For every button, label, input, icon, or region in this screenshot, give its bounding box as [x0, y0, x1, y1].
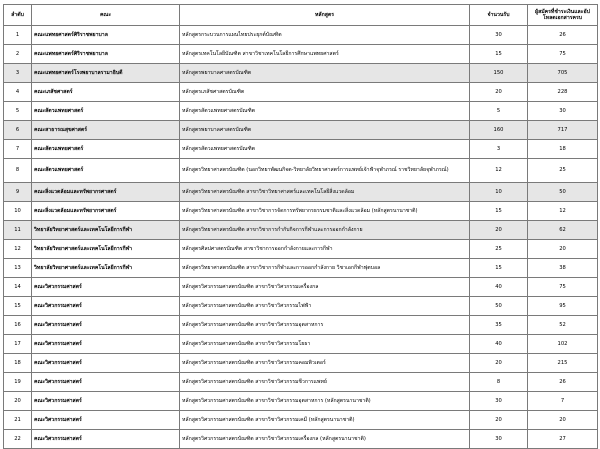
cell-no: 7: [4, 140, 32, 159]
table-row[interactable]: [4, 26, 598, 45]
cell-program: หลักสูตรวิศวกรรมศาสตรบัณฑิต สาขาวิชาวิศวกรรมเครื่องกล: [180, 278, 470, 297]
cell-faculty: คณะวิศวกรรมศาสตร์: [32, 392, 180, 411]
cell-applicants: 75: [528, 278, 598, 297]
cell-applicants: 20: [528, 240, 598, 259]
cell-faculty: คณะวิศวกรรมศาสตร์: [32, 297, 180, 316]
cell-capacity: 40: [470, 278, 528, 297]
cell-capacity: 3: [470, 140, 528, 159]
cell-capacity: 20: [470, 83, 528, 102]
table-row[interactable]: [4, 278, 598, 297]
cell-applicants: 26: [528, 373, 598, 392]
cell-program: หลักสูตรพยาบาลศาสตรบัณฑิต: [180, 121, 470, 140]
cell-capacity: 15: [470, 259, 528, 278]
cell-program: หลักสูตรสัตวแพทยศาสตรบัณฑิต: [180, 102, 470, 121]
cell-program: หลักสูตรวิทยาศาสตรบัณฑิต (นอกวิทยาพัฒนกิจต-วิทยาลัยวิทยาศาสตร์การแพทย์เจ้าฟ้าจุฬาภรณ์ ราชวิทยาลัยจุฬาภรณ์): [180, 159, 470, 183]
column-header-faculty: คณะ: [32, 5, 180, 26]
cell-applicants: 62: [528, 221, 598, 240]
table-row[interactable]: [4, 373, 598, 392]
cell-applicants: 95: [528, 297, 598, 316]
table-row[interactable]: [4, 259, 598, 278]
cell-program: หลักสูตรวิทยาศาสตรบัณฑิต สาขาวิชาการจัดการทรัพยากรธรรมชาติและสิ่งแวดล้อม (หลักสูตรนานาชาติ): [180, 202, 470, 221]
table-row[interactable]: [4, 64, 598, 83]
cell-applicants: 20: [528, 411, 598, 430]
cell-applicants: 228: [528, 83, 598, 102]
cell-faculty: คณะแพทยศาสตร์ศิริราชพยาบาล: [32, 45, 180, 64]
cell-program: หลักสูตรเทคโนโลยีบัณฑิต สาขาวิชาเทคโนโลยีการศึกษาแพทยศาสตร์: [180, 45, 470, 64]
cell-faculty: วิทยาลัยวิทยาศาสตร์และเทคโนโลยีการกีฬา: [32, 221, 180, 240]
cell-program: หลักสูตรสัตวแพทยศาสตรบัณฑิต: [180, 140, 470, 159]
cell-applicants: 50: [528, 183, 598, 202]
cell-no: 19: [4, 373, 32, 392]
table-row[interactable]: [4, 354, 598, 373]
cell-capacity: 150: [470, 64, 528, 83]
cell-no: 12: [4, 240, 32, 259]
table-row[interactable]: [4, 159, 598, 183]
cell-no: 15: [4, 297, 32, 316]
cell-faculty: คณะวิศวกรรมศาสตร์: [32, 278, 180, 297]
table-row[interactable]: [4, 392, 598, 411]
table-row[interactable]: [4, 202, 598, 221]
cell-capacity: 25: [470, 240, 528, 259]
cell-no: 8: [4, 159, 32, 183]
table-row[interactable]: [4, 102, 598, 121]
column-header-applicants: ผู้สมัครที่ชำระเงินและอัปโหลดเอกสารครบ: [528, 5, 598, 26]
cell-no: 4: [4, 83, 32, 102]
cell-capacity: 15: [470, 202, 528, 221]
cell-program: หลักสูตรวิศวกรรมศาสตรบัณฑิต สาขาวิชาวิศวกรรมไฟฟ้า: [180, 297, 470, 316]
table-row[interactable]: [4, 297, 598, 316]
cell-capacity: 8: [470, 373, 528, 392]
cell-capacity: 40: [470, 335, 528, 354]
table-row[interactable]: [4, 45, 598, 64]
cell-applicants: 7: [528, 392, 598, 411]
cell-program: หลักสูตรวิศวกรรมศาสตรบัณฑิต สาขาวิชาวิศวกรรมอุตสาหการ (หลักสูตรนานาชาติ): [180, 392, 470, 411]
cell-faculty: คณะวิศวกรรมศาสตร์: [32, 411, 180, 430]
cell-applicants: 25: [528, 159, 598, 183]
cell-program: หลักสูตรศิลปศาสตรบัณฑิต สาขาวิชาการออกกำลังกายและการกีฬา: [180, 240, 470, 259]
column-header-capacity: จำนวนรับ: [470, 5, 528, 26]
cell-applicants: 38: [528, 259, 598, 278]
column-header-no: ลำดับ: [4, 5, 32, 26]
cell-faculty: คณะวิศวกรรมศาสตร์: [32, 335, 180, 354]
cell-faculty: คณะวิศวกรรมศาสตร์: [32, 316, 180, 335]
cell-faculty: คณะเภสัชศาสตร์: [32, 83, 180, 102]
cell-faculty: วิทยาลัยวิทยาศาสตร์และเทคโนโลยีการกีฬา: [32, 259, 180, 278]
cell-program: หลักสูตรวิศวกรรมศาสตรบัณฑิต สาขาวิชาวิศวกรรมคอมพิวเตอร์: [180, 354, 470, 373]
cell-no: 3: [4, 64, 32, 83]
cell-program: หลักสูตรเภสัชศาสตรบัณฑิต: [180, 83, 470, 102]
cell-no: 6: [4, 121, 32, 140]
table-row[interactable]: [4, 430, 598, 449]
table-row[interactable]: [4, 316, 598, 335]
table-header: [4, 5, 598, 26]
cell-applicants: 26: [528, 26, 598, 45]
cell-no: 2: [4, 45, 32, 64]
cell-capacity: 20: [470, 411, 528, 430]
cell-program: หลักสูตรวิศวกรรมศาสตรบัณฑิต สาขาวิชาวิศวกรรมอุตสาหการ: [180, 316, 470, 335]
cell-capacity: 35: [470, 316, 528, 335]
cell-applicants: 102: [528, 335, 598, 354]
cell-no: 14: [4, 278, 32, 297]
cell-capacity: 30: [470, 392, 528, 411]
cell-faculty: คณะแพทยศาสตร์โรงพยาบาลรามาธิบดี: [32, 64, 180, 83]
cell-no: 16: [4, 316, 32, 335]
cell-program: หลักสูตรวิศวกรรมศาสตรบัณฑิต สาขาวิชาวิศวกรรมชีวการแพทย์: [180, 373, 470, 392]
column-header-program: หลักสูตร: [180, 5, 470, 26]
cell-program: หลักสูตรวิทยาศาสตรบัณฑิต สาขาวิชาการกีฬาและการออกกำลังกาย วิชาเอกกีฬาฟุตบอล: [180, 259, 470, 278]
cell-applicants: 75: [528, 45, 598, 64]
cell-faculty: คณะสาธารณสุขศาสตร์: [32, 121, 180, 140]
table-body: [4, 26, 598, 449]
cell-capacity: 12: [470, 159, 528, 183]
cell-capacity: 5: [470, 102, 528, 121]
cell-capacity: 15: [470, 45, 528, 64]
table-row[interactable]: [4, 221, 598, 240]
table-row[interactable]: [4, 335, 598, 354]
cell-faculty: คณะสัตวแพทยศาสตร์: [32, 140, 180, 159]
cell-no: 10: [4, 202, 32, 221]
cell-capacity: 20: [470, 221, 528, 240]
cell-no: 18: [4, 354, 32, 373]
cell-program: หลักสูตรวิศวกรรมศาสตรบัณฑิต สาขาวิชาวิศวกรรมเครื่องกล (หลักสูตรนานาชาติ): [180, 430, 470, 449]
cell-capacity: 30: [470, 26, 528, 45]
cell-no: 9: [4, 183, 32, 202]
cell-no: 1: [4, 26, 32, 45]
cell-applicants: 30: [528, 102, 598, 121]
cell-no: 21: [4, 411, 32, 430]
cell-faculty: คณะสัตวแพทยศาสตร์: [32, 159, 180, 183]
cell-faculty: คณะวิศวกรรมศาสตร์: [32, 430, 180, 449]
table-row[interactable]: [4, 121, 598, 140]
cell-faculty: คณะวิศวกรรมศาสตร์: [32, 373, 180, 392]
cell-program: หลักสูตรวิศวกรรมศาสตรบัณฑิต สาขาวิชาวิศวกรรมเคมี (หลักสูตรนานาชาติ): [180, 411, 470, 430]
cell-program: หลักสูตรวิทยาศาสตรบัณฑิต สาขาวิชาการกำกับกิจการกีฬาและการออกกำลังกาย: [180, 221, 470, 240]
cell-applicants: 717: [528, 121, 598, 140]
cell-applicants: 18: [528, 140, 598, 159]
cell-no: 17: [4, 335, 32, 354]
cell-capacity: 50: [470, 297, 528, 316]
table-row[interactable]: [4, 140, 598, 159]
header-row: [4, 5, 598, 26]
cell-applicants: 705: [528, 64, 598, 83]
cell-program: หลักสูตรกระบวนการแผนไทยประยุกต์บัณฑิต: [180, 26, 470, 45]
cell-no: 11: [4, 221, 32, 240]
table-row[interactable]: [4, 411, 598, 430]
cell-faculty: คณะวิศวกรรมศาสตร์: [32, 354, 180, 373]
cell-capacity: 20: [470, 354, 528, 373]
cell-faculty: วิทยาลัยวิทยาศาสตร์และเทคโนโลยีการกีฬา: [32, 240, 180, 259]
cell-applicants: 52: [528, 316, 598, 335]
cell-faculty: คณะสัตวแพทยศาสตร์: [32, 102, 180, 121]
table-row[interactable]: [4, 83, 598, 102]
cell-no: 5: [4, 102, 32, 121]
cell-capacity: 30: [470, 430, 528, 449]
cell-no: 22: [4, 430, 32, 449]
cell-capacity: 160: [470, 121, 528, 140]
cell-faculty: คณะสิ่งแวดล้อมและทรัพยากรศาสตร์: [32, 183, 180, 202]
cell-faculty: คณะสิ่งแวดล้อมและทรัพยากรศาสตร์: [32, 202, 180, 221]
cell-program: หลักสูตรวิทยาศาสตรบัณฑิต สาขาวิชาวิทยาศาสตร์และเทคโนโลยีสิ่งแวดล้อม: [180, 183, 470, 202]
cell-faculty: คณะแพทยศาสตร์ศิริราชพยาบาล: [32, 26, 180, 45]
cell-program: หลักสูตรพยาบาลศาสตรบัณฑิต: [180, 64, 470, 83]
cell-no: 20: [4, 392, 32, 411]
cell-program: หลักสูตรวิศวกรรมศาสตรบัณฑิต สาขาวิชาวิศวกรรมโยธา: [180, 335, 470, 354]
admissions-table: [3, 4, 598, 449]
cell-capacity: 10: [470, 183, 528, 202]
cell-no: 13: [4, 259, 32, 278]
table-row[interactable]: [4, 240, 598, 259]
table-row[interactable]: [4, 183, 598, 202]
cell-applicants: 27: [528, 430, 598, 449]
cell-applicants: 215: [528, 354, 598, 373]
cell-applicants: 12: [528, 202, 598, 221]
